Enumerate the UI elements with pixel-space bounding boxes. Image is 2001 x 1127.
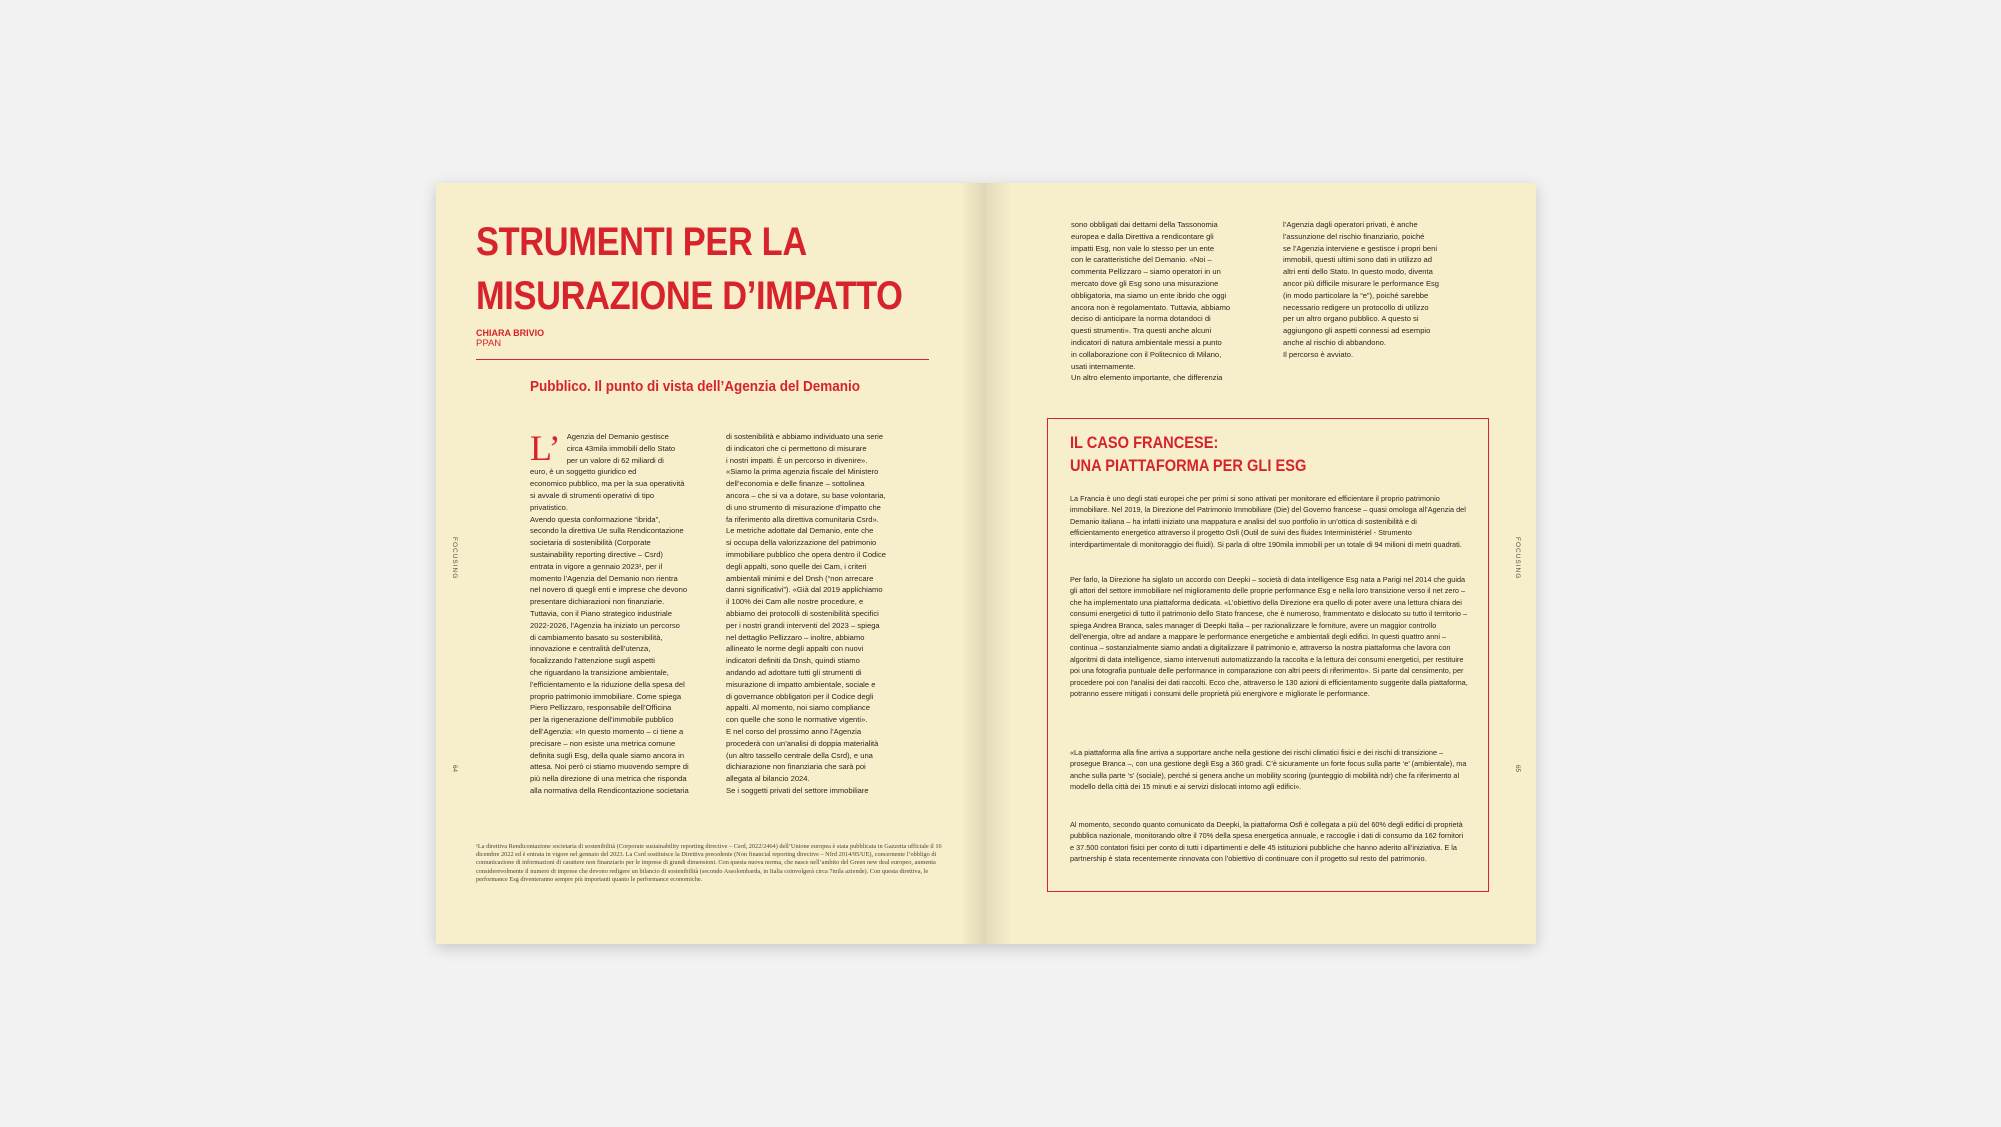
text-line: per la rigenerazione dell’immobile pubblico	[530, 715, 674, 725]
text-line: di sostenibilità e abbiamo individuato una serie	[726, 432, 884, 441]
box-paragraph-2: Per farlo, la Direzione ha siglato un accordo con Deepki – società di data intelligence Esg nata a Parigi nel 2014 che guida gli attori del settore immobiliare nel miglioramento delle proprie performance Esg e nella loro transizione verso il net zero – che ha implementato una piattaforma dedicata. «L’obiettivo della Direzione era quello di poter avere una lettura chiara dei consumi energetici di tutto il patrimonio dello Stato francese, che è numeroso, frammentato e dislocato su tutto il territorio – spiega Andrea Branca, sales manager di Deepki Italia – per razionalizzare le forniture, avere un maggior controllo dell’energia, oltre ad andare a mappare le performance energetiche e ambientali degli edifici. In questi quattro anni – continua – sostanzialmente siamo andati a digitalizzare il patrimonio e, attraverso la nostra piattaforma che lavora con algoritmi di data intelligence, siamo intervenuti automatizzando la raccolta e la lettura dei consumi energetici, per restituire poi una fotografia puntuale delle performance in comparazione con altri peers di riferimento». Si parte dal censimento, per procedere poi con l’analisi dei dati raccolti. Ecco che, attraverso le 130 azioni di efficientamento suggerite dalla piattaforma, potranno essere mitigati i consumi delle proprietà più energivore e migliorate le performance.	[1070, 575, 1468, 699]
text-line: societaria di sostenibilità (Corporate	[530, 538, 651, 548]
text-line: innovazione e centralità dell’utenza,	[530, 644, 651, 654]
text-line: Agenzia del Demanio gestisce	[566, 432, 669, 441]
page-number-right: 65	[1513, 764, 1521, 773]
headline-line-2: MISURAZIONE D’IMPATTO	[476, 274, 903, 318]
box-paragraph-1: La Francia è uno degli stati europei che per primi si sono attivati per monitorare ed efficientare il proprio patrimonio immobiliare. Nel 2019, la Direzione del Patrimonio Immobiliare (Die) del Governo francese – quasi omologa all’Agenzia del Demanio italiana – ha infatti iniziato una mappatura e analisi del suo portfolio in un’ottica di sostenibilità e di efficientamento energetico attraverso il progetto Osfi (Outil de suivi des fluides Interministériel - Strumento interdipartimentale di monitoraggio dei fluidi). Si parla di oltre 190mila immobili per un totale di 94 milioni di metri quadrati.	[1070, 494, 1466, 549]
text-line: Il percorso è avviato.	[1283, 349, 1354, 359]
text-line: alla normativa della Rendicontazione societaria	[530, 785, 689, 795]
sidebar-box	[1047, 418, 1489, 892]
text-line: Le metriche adottate dal Demanio, ente che	[726, 526, 874, 536]
text-line: l’efficientamento e la riduzione della spesa del	[530, 679, 685, 689]
text-line: precisare – non esiste una metrica comune	[530, 738, 676, 748]
text-line: necessario redigere un protocollo di utilizzo	[1283, 302, 1429, 312]
text-line: degli appalti, sono quelle dei Cam, i criteri	[726, 561, 867, 571]
box-title-line-2: UNA PIATTAFORMA PER GLI ESG	[1070, 456, 1307, 475]
text-line: Se i soggetti privati del settore immobiliare	[726, 785, 869, 795]
text-line: indicatori di natura ambientale messi a punto	[1071, 337, 1222, 347]
text-line: con quelle che sono le normative vigenti».	[726, 715, 868, 725]
text-line: che riguardano la transizione ambientale,	[530, 667, 669, 677]
text-line: europea e dalla Direttiva a rendicontare gli	[1071, 231, 1214, 241]
text-line: sustainability reporting directive – Csrd)	[530, 549, 663, 559]
text-line: Piero Pellizzaro, responsabile dell’Officina	[530, 703, 672, 713]
text-line: si occupa della valorizzazione del patrimonio	[726, 538, 877, 548]
right-gutter-shadow	[986, 183, 1012, 944]
text-line: (in modo particolare la “e”), poiché sarebbe	[1283, 290, 1429, 300]
text-line: misurazione di impatto ambientale, sociale e	[726, 679, 876, 689]
text-line: fa riferimento alla direttiva comunitaria Csrd».	[726, 514, 879, 524]
text-line: indicatori definiti da Dnsh, quindi stiamo	[726, 656, 860, 666]
article-column-1	[530, 428, 705, 797]
text-line: immobili, questi ultimi sono dati in utilizzo ad	[1283, 255, 1432, 265]
text-line: ancor più difficile misurare le performance Esg	[1283, 278, 1440, 288]
text-line: con le caratteristiche del Demanio. «Noi –	[1071, 255, 1212, 265]
text-line: economico pubblico, ma per la sua operatività	[530, 479, 685, 489]
text-line: nel novero di quegli enti e imprese che devono	[530, 585, 688, 595]
text-line: allegata al bilancio 2024.	[726, 774, 810, 784]
text-line: altri enti dello Stato. In questo modo, diventa	[1283, 267, 1433, 277]
text-line: entrata in vigore a gennaio 2023¹, per il	[530, 561, 663, 571]
text-line: ambientali minimi e del Dnsh (“non arrecare	[726, 573, 874, 583]
text-line: circa 43mila immobili dello Stato	[566, 443, 676, 453]
text-line: (un altro tassello centrale della Csrd), e una	[726, 750, 873, 760]
text-line: anche al rischio di abbandono.	[1283, 337, 1387, 347]
title-rule	[476, 359, 929, 360]
text-line: di governance obbligatori per il Codice degli	[726, 691, 874, 701]
text-line: i nostri impatti. È un percorso in divenire».	[726, 455, 868, 465]
text-line: aggiungono gli aspetti connessi ad esempio	[1283, 326, 1431, 336]
text-line: l’assunzione del rischio finanziario, poiché	[1283, 231, 1425, 241]
text-line: per i nostri grandi interventi del 2023 – spiega	[726, 620, 880, 630]
text-line: privatistico.	[530, 502, 568, 512]
headline	[476, 215, 903, 323]
text-line: deciso di anticipare la norma dotandoci di	[1071, 314, 1211, 324]
headline-line-1: STRUMENTI PER LA	[476, 220, 807, 264]
article-column-3	[1071, 219, 1246, 384]
text-line: 2022-2026, l’Agenzia ha iniziato un percorso	[530, 620, 680, 630]
text-line: si avvale di strumenti operativi di tipo	[530, 490, 655, 500]
magazine-spread	[436, 183, 1536, 944]
article-column-2	[726, 431, 916, 797]
section-label-right: FOCUSING	[1514, 537, 1521, 580]
text-line: dell’economia e delle finanze – sottolinea	[726, 479, 865, 489]
text-line: questi strumenti». Tra questi anche alcuni	[1071, 326, 1212, 336]
text-line: Tuttavia, con il Piano strategico industriale	[530, 608, 672, 618]
right-page	[986, 183, 1536, 944]
text-line: focalizzando l’attenzione sugli aspetti	[530, 656, 655, 666]
text-line: mercato dove gli Esg sono una misurazione	[1071, 278, 1219, 288]
text-line: procederà con un’analisi di doppia materialità	[726, 738, 879, 748]
text-line: nel dettaglio Pellizzaro – inoltre, abbiamo	[726, 632, 865, 642]
text-line: definita sugli Esg, della quale siamo ancora in	[530, 750, 685, 760]
text-line: più nella direzione di una metrica che risponda	[530, 774, 687, 784]
left-gutter-shadow	[960, 183, 986, 944]
text-line: appalti. Al momento, noi siamo compliance	[726, 703, 870, 713]
left-page	[436, 183, 986, 944]
subtitle: Pubblico. Il punto di vista dell’Agenzia del Demanio	[530, 378, 861, 395]
text-line: presentare dichiarazioni non finanziarie.	[530, 597, 665, 607]
text-line: dichiarazione non finanziaria che sarà poi	[726, 762, 866, 772]
box-paragraph-3: «La piattaforma alla fine arriva a supportare anche nella gestione dei rischi climatici fisici e dei rischi di transizione – prosegue Branca –, con una gestione degli Esg a 360 gradi. C’è sicuramente un forte focus sulla parte ‘e’ (ambientale), ma anche sulla parte ‘s’ (sociale), perché si genera anche un mobility scoring (punteggio di mobilità ndr) che fa riferimento al modello della città dei 15 minuti e ai servizi dislocati intorno agli edifici».	[1070, 748, 1467, 792]
text-line: obbligatoria, ma siamo un ente ibrido che oggi	[1071, 290, 1227, 300]
text-line: abbiamo dei protocolli di sostenibilità specifici	[726, 608, 879, 618]
text-line: il 100% dei Cam alle nostre procedure, e	[726, 597, 864, 607]
text-line: E nel corso del prossimo anno l’Agenzia	[726, 726, 862, 736]
author-role: PPAN	[476, 338, 502, 349]
text-line: di indicatori che ci permettono di misurare	[726, 443, 867, 453]
text-line: sono obbligati dai dettami della Tassonomia	[1071, 220, 1218, 229]
text-line: ancora – che si va a dotare, su base volontaria,	[726, 490, 886, 500]
page-number: 64	[451, 764, 459, 773]
drop-cap: L’	[530, 428, 561, 468]
text-line: per un valore di 62 miliardi di	[566, 455, 664, 465]
text-line: Avendo questa conformazione “ibrida”,	[530, 514, 661, 524]
text-line: usati internamente.	[1071, 361, 1136, 371]
text-line: euro, è un soggetto giuridico ed	[530, 467, 637, 477]
article-column-4	[1283, 219, 1458, 361]
text-line: se l’Agenzia interviene e gestisce i propri beni	[1283, 243, 1438, 253]
text-line: Un altro elemento importante, che differenzia	[1071, 373, 1223, 383]
box-paragraph-4: Al momento, secondo quanto comunicato da Deepki, la piattaforma Osfi è collegata a più del 60% degli edifici di proprietà pubblica nazionale, monitorando oltre il 70% della spesa energetica annuale, e raccoglie i dati di consumo da 162 fornitori e 37.500 contatori fisici per conto di tutti i dipartimenti e delle 45 istituzioni pubbliche che hanno aderito all’iniziativa. E la partnership è stata recentemente rinnovata con l’obiettivo di continuare con il progetto sul resto del patrimonio.	[1070, 820, 1464, 864]
text-line: allineato le norme degli appalti con nuovi	[726, 644, 864, 654]
author: CHIARA BRIVIO	[476, 328, 545, 338]
text-line: proprio patrimonio immobiliare. Come spiega	[530, 691, 682, 701]
text-line: di cambiamento basato su sostenibilità,	[530, 632, 663, 642]
text-line: l’Agenzia dagli operatori privati, è anche	[1283, 220, 1418, 229]
text-line: commenta Pellizzaro – siamo operatori in un	[1071, 267, 1221, 277]
text-line: attesa. Noi però ci stiamo muovendo sempre di	[530, 762, 689, 772]
text-line: secondo la direttiva Ue sulla Rendicontazione	[530, 526, 684, 536]
text-line: immobiliare pubblico che opera dentro il Codice	[726, 549, 886, 559]
box-title	[1070, 431, 1306, 477]
text-line: in collaborazione con il Politecnico di Milano,	[1071, 349, 1222, 359]
text-line: danni significativi”). «Già dal 2019 applichiamo	[726, 585, 883, 595]
text-line: impatti Esg, non vale lo stesso per un ente	[1071, 243, 1215, 253]
text-line: dell’Agenzia: «In questo momento – ci tiene a	[530, 726, 684, 736]
text-line: di uno strumento di misurazione d’impatto che	[726, 502, 881, 512]
section-label: FOCUSING	[451, 537, 458, 580]
text-line: per un altro organo pubblico. A questo si	[1283, 314, 1419, 324]
text-line: «Siamo la prima agenzia fiscale del Ministero	[726, 467, 879, 477]
box-title-line-1: IL CASO FRANCESE:	[1070, 433, 1219, 452]
text-line: andando ad adottare tutti gli strumenti di	[726, 667, 862, 677]
footnote: ¹La direttiva Rendicontazione societaria di sostenibilità (Corporate sustainability reporting directive – Csrd, 2022/2464) dell’Unione europea è stata pubblicata in Gazzetta ufficiale il 16 dicembre 2022 ed è entrata in vigore nel gennaio del 2023. La Csrd sostituisce la Direttiva precedente (Non financial reporting directive – Nfrd 2014/95/UE), concernente l’obbligo di comunicazione di informazioni di carattere non finanziario per le imprese di grandi dimensioni. Con questa nuova norma, che nasce nell’ambito del Green new deal europeo, aumenta considerevolmente il numero di imprese che devono redigere un bilancio di sostenibilità (secondo Assolombarda, in Italia coinvolgerà circa 7mila aziende). Con questa direttiva, le performance Esg diventeranno sempre più importanti quanto le performance economiche.	[476, 843, 942, 883]
text-line: momento l’Agenzia del Demanio non rientra	[530, 573, 678, 583]
text-line: ancora non è regolamentato. Tuttavia, abbiamo	[1071, 302, 1231, 312]
